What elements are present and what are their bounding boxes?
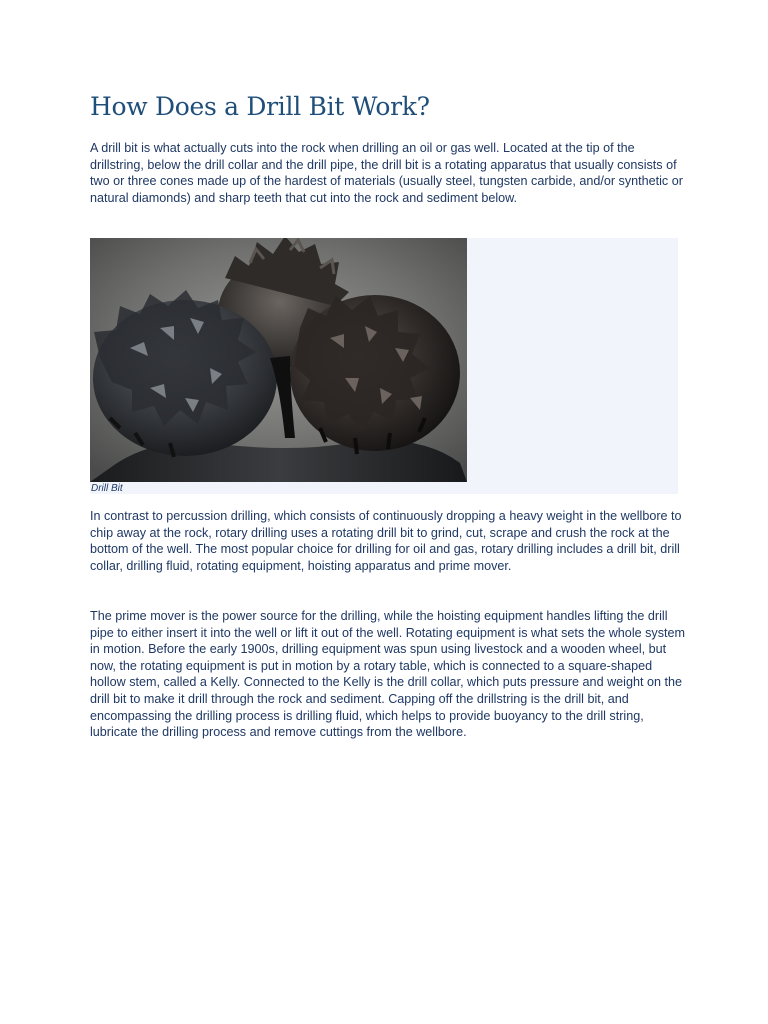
figure-drill-bit — [90, 238, 678, 494]
page-title: How Does a Drill Bit Work? — [90, 92, 430, 121]
body-paragraph: The prime mover is the power source for the drilling, while the hoisting equipment handles lifting the drill pipe to either insert it into the well or lift it out of the well. Rotating equipment is what sets the whole system in motion. Before the early 1900s, drilling equipment was spun using livestock and a wooden wheel, but now, the rotating equipment is put in motion by a rotary table, which is connected to a square-shaped hollow stem, called a Kelly. Connected to the Kelly is the drill collar, which puts pressure and weight on the drill bit to make it drill through the rock and sediment. Capping off the drillstring is the drill bit, and encompassing the drilling process is drilling fluid, which helps to provide buoyancy to the drill string, lubricate the drilling process and remove cuttings from the wellbore. — [90, 609, 685, 740]
drill-bit-photo — [90, 238, 467, 482]
figure-caption: Drill Bit — [91, 483, 123, 494]
body-paragraph: In contrast to percussion drilling, which consists of continuously dropping a heavy weight in the wellbore to chip away at the rock, rotary drilling uses a rotating drill bit to grind, cut, scrape and crush the rock at the bottom of the well. The most popular choice for drilling for oil and gas, rotary drilling includes a drill bit, drill collar, drilling fluid, rotating equipment, hoisting apparatus and prime mover. — [90, 509, 682, 573]
intro-paragraph: A drill bit is what actually cuts into the rock when drilling an oil or gas well. Located at the tip of the drillstring, below the drill collar and the drill pipe, the drill bit is a rotating apparatus that usually consists of two or three cones made up of the hardest of materials (usually steel, tungsten carbide, and/or synthetic or natural diamonds) and sharp teeth that cut into the rock and sediment below. — [90, 141, 683, 205]
